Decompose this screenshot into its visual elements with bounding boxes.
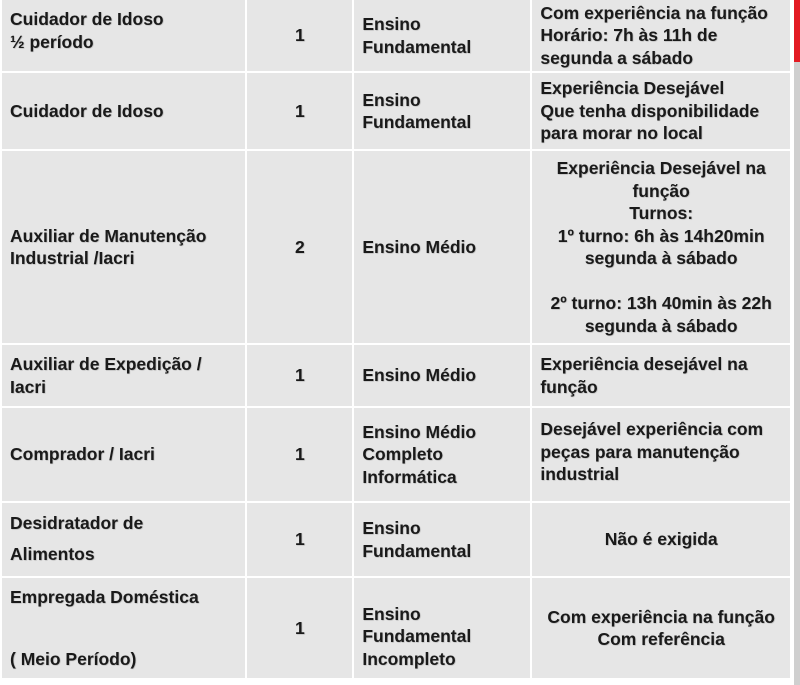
- education-cell: Ensino Médio: [354, 151, 530, 343]
- edge-divider: [794, 62, 800, 685]
- red-accent-bar: [794, 0, 800, 62]
- job-title-cell: Comprador / Iacri: [2, 408, 245, 501]
- requirements-cell: Experiência Desejável na função Turnos: 1º turno: 6h às 14h20min segunda à sábado 2º turno: 13h 40min às 22h segunda à sábado: [532, 151, 790, 343]
- table-row: [2, 408, 790, 501]
- job-title-cell: Cuidador de Idoso: [2, 73, 245, 149]
- education-cell: Ensino Fundamental Incompleto: [354, 578, 530, 678]
- requirements-cell: Com experiência na função Horário: 7h às 11h de segunda a sábado: [532, 0, 790, 71]
- education-cell: Ensino Fundamental: [354, 503, 530, 576]
- table-row: [2, 0, 790, 71]
- requirements-cell: Com experiência na função Com referência: [532, 578, 790, 678]
- education-cell: Ensino Fundamental: [354, 73, 530, 149]
- requirements-cell: Desejável experiência com peças para manutenção industrial: [532, 408, 790, 501]
- requirements-cell: Experiência Desejável Que tenha disponibilidade para morar no local: [532, 73, 790, 149]
- table-row: [2, 151, 790, 343]
- vacancies-cell: 2: [247, 151, 352, 343]
- table-row: [2, 73, 790, 149]
- table-row: [2, 578, 790, 678]
- education-cell: Ensino Médio: [354, 345, 530, 406]
- page-edge-accent: [792, 0, 800, 685]
- vacancies-cell: 1: [247, 73, 352, 149]
- requirements-cell: Não é exigida: [532, 503, 790, 576]
- education-cell: Ensino Fundamental: [354, 0, 530, 71]
- vacancies-cell: 1: [247, 0, 352, 71]
- education-cell: Ensino Médio Completo Informática: [354, 408, 530, 501]
- job-title-cell: Auxiliar de Expedição / Iacri: [2, 345, 245, 406]
- job-title-cell: Auxiliar de Manutenção Industrial /Iacri: [2, 151, 245, 343]
- job-title-cell: Empregada Doméstica ( Meio Período): [2, 578, 245, 678]
- vacancies-cell: 1: [247, 408, 352, 501]
- vacancies-cell: 1: [247, 503, 352, 576]
- job-title-cell: Cuidador de Idoso ½ período: [2, 0, 245, 71]
- job-title-cell: Desidratador de Alimentos: [2, 503, 245, 576]
- requirements-cell: Experiência desejável na função: [532, 345, 790, 406]
- vacancies-cell: 1: [247, 345, 352, 406]
- table-row: [2, 503, 790, 576]
- table-row: [2, 345, 790, 406]
- vacancies-cell: 1: [247, 578, 352, 678]
